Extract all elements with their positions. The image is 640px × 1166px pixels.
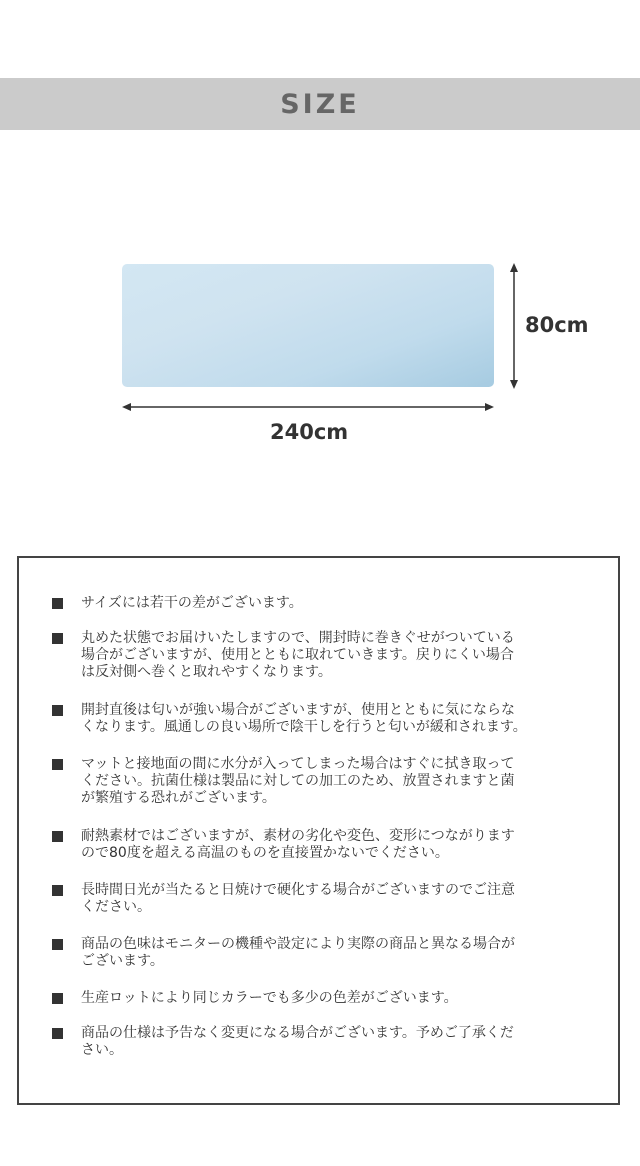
note-text: 商品の仕様は予告なく変更になる場合がございます。予めご了承くだ さい。 (81, 1025, 514, 1058)
note-text: 生産ロットにより同じカラーでも多少の色差がございます。 (81, 990, 458, 1006)
note-text: 長時間日光が当たると日焼けで硬化する場合がございますのでご注意 ください。 (81, 882, 515, 915)
square-bullet-icon (52, 633, 63, 644)
square-bullet-icon (52, 939, 63, 950)
note-text: 開封直後は匂いが強い場合がございますが、使用とともに気にならな くなります。風通しの良い場所で陰干しを行うと匂いが緩和されます。 (81, 702, 527, 735)
square-bullet-icon (52, 598, 63, 609)
height-label: 80cm (525, 313, 589, 337)
note-text: 耐熱素材ではございますが、素材の劣化や変色、変形につながります ので80度を超える高温のものを直接置かないでください。 (81, 828, 515, 861)
width-label: 240cm (270, 420, 349, 444)
height-arrow-icon (510, 263, 518, 389)
square-bullet-icon (52, 1028, 63, 1039)
square-bullet-icon (52, 759, 63, 770)
square-bullet-icon (52, 885, 63, 896)
square-bullet-icon (52, 705, 63, 716)
width-arrow-icon (122, 403, 494, 411)
size-banner (0, 78, 640, 130)
note-text: マットと接地面の間に水分が入ってしまった場合はすぐに拭き取って ください。抗菌仕様は製品に対しての加工のため、放置されますと菌 が繁殖する恐れがございます。 (81, 756, 515, 806)
note-text: サイズには若干の差がございます。 (81, 595, 303, 611)
square-bullet-icon (52, 831, 63, 842)
notes-box (17, 556, 620, 1105)
size-title: SIZE (280, 88, 360, 120)
note-text: 商品の色味はモニターの機種や設定により実際の商品と異なる場合が ございます。 (81, 936, 515, 969)
note-text: 丸めた状態でお届けいたしますので、開封時に巻きぐせがついている 場合がございますが、使用とともに取れていきます。戻りにくい場合 は反対側へ巻くと取れやすくなります。 (81, 630, 515, 680)
size-diagram (0, 250, 640, 460)
square-bullet-icon (52, 993, 63, 1004)
